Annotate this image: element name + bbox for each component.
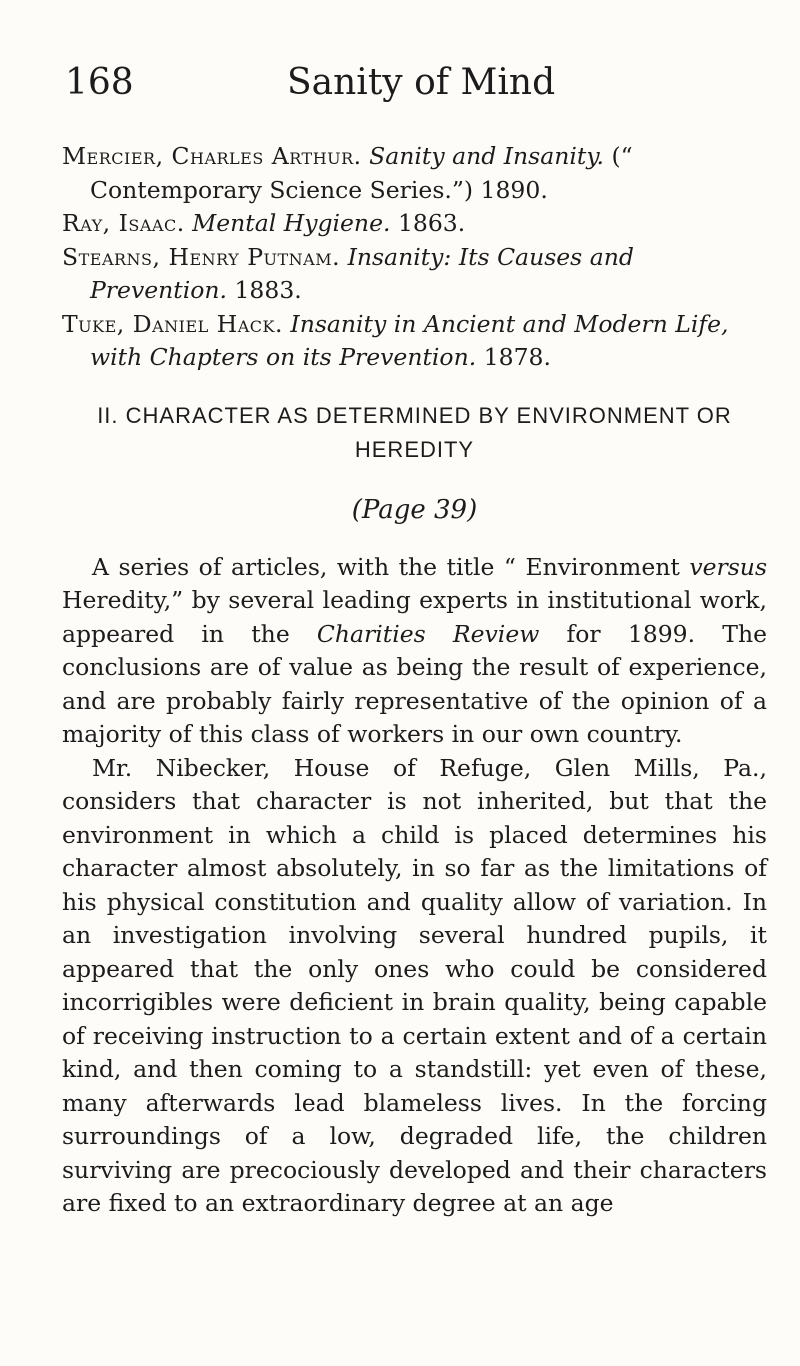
bibliography-entry bbox=[62, 241, 767, 308]
bibliography-list bbox=[62, 140, 767, 375]
entry-author: Ray, Isaac. bbox=[62, 209, 185, 237]
entry-title: Insanity: Its Causes and Prevention. bbox=[90, 242, 634, 304]
section-heading: II. CHARACTER AS DETERMINED BY ENVIRONMENT OR HEREDITY bbox=[97, 402, 732, 462]
bibliography-entry bbox=[62, 140, 767, 207]
entry-title: Sanity and Insanity. bbox=[369, 142, 604, 170]
entry-title: Mental Hygiene. bbox=[192, 209, 391, 237]
running-title: Sanity of Mind bbox=[287, 62, 556, 103]
paragraph-text: Heredity,” by several leading experts in institutional work, appeared in the bbox=[62, 586, 767, 648]
bibliography-entry bbox=[62, 207, 767, 241]
page-number: 168 bbox=[65, 62, 134, 103]
running-head bbox=[62, 58, 767, 108]
entry-note: 1883. bbox=[234, 276, 302, 304]
entry-author: Mercier, Charles Arthur. bbox=[62, 142, 362, 170]
paragraph: Mr. Nibecker, House of Refuge, Glen Mills, Pa., considers that character is not inherited, but that the environment in which a child is placed determines his character almost absolutely, in so far as the limitations of his physical constitution and quality allow of variation. In an investigation involving several hundred pupils, it appeared that the only ones who could be considered incorrigibles were deficient in brain quality, being capable of receiving instruction to a certain extent and of a certain kind, and then coming to a standstill: yet even of these, many afterwards lead blameless lives. In the forcing surroundings of a low, degraded life, the children surviving are precociously developed and their characters are fixed to an extraordinary degree at an age bbox=[62, 753, 767, 1217]
italic-text: versus bbox=[689, 552, 767, 581]
entry-title: Insanity in Ancient and Modern Life, with Chapters on its Prevention. bbox=[90, 309, 729, 371]
bibliography-entry bbox=[62, 308, 767, 375]
entry-author: Stearns, Henry Putnam. bbox=[62, 242, 341, 271]
entry-note: 1878. bbox=[483, 343, 551, 371]
paragraph bbox=[62, 551, 767, 752]
paragraph-text: A series of articles, with the title “ Environment bbox=[92, 552, 690, 581]
entry-author: Tuke, Daniel Hack. bbox=[62, 309, 283, 338]
entry-note: 1863. bbox=[397, 209, 466, 237]
paragraph-text: for 1899. The conclusions are of value as being the result of experience, and are probably fairly representative of the opinion of a majority of this class of workers in our own country. bbox=[62, 619, 768, 748]
book-page bbox=[62, 58, 767, 1221]
page-reference: (Page 39) bbox=[351, 494, 478, 525]
entry-note: (“ Contemporary Science Series.”) 1890. bbox=[90, 142, 633, 204]
body-text bbox=[62, 551, 767, 1221]
italic-text: Charities Review bbox=[316, 619, 540, 648]
